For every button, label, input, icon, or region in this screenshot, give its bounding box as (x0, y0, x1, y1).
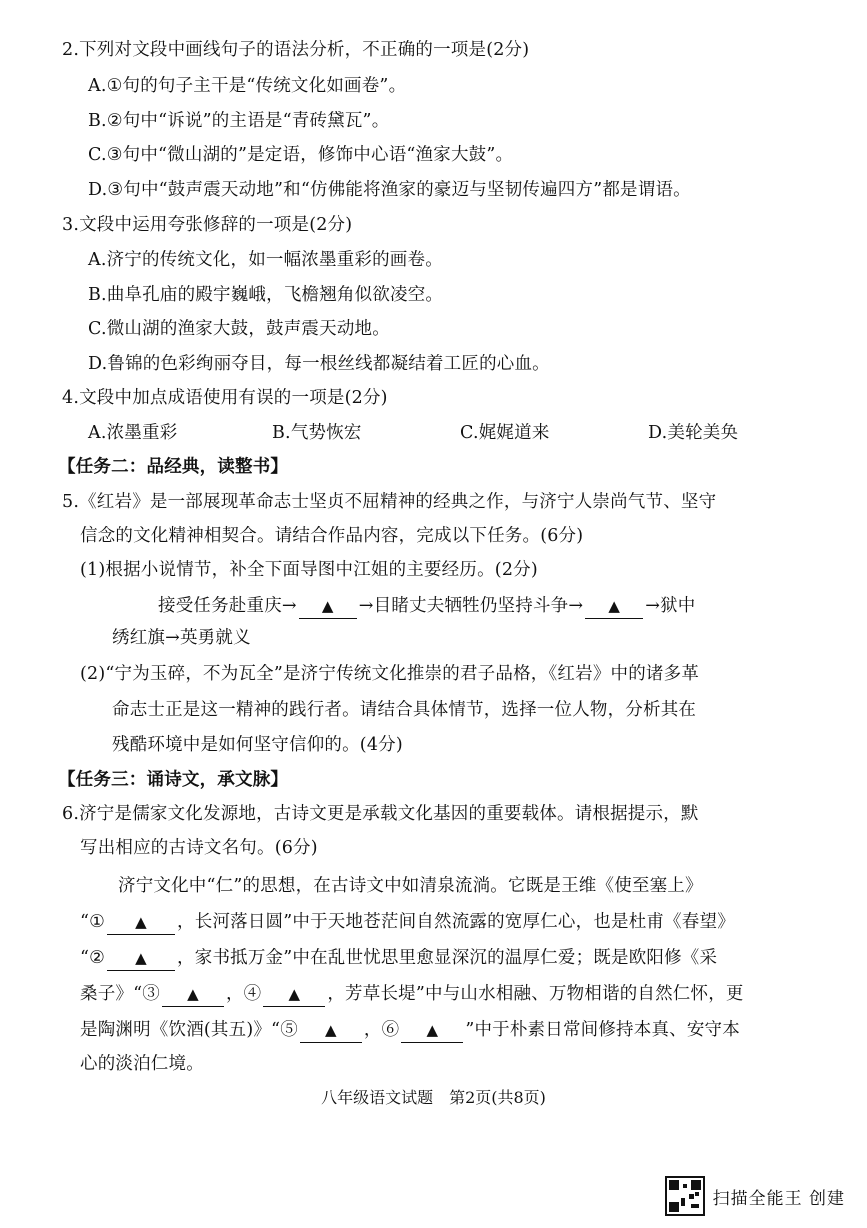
q2-stem: 2.下列对文段中画线句子的语法分析，不正确的一项是(2分) (62, 40, 530, 60)
qr-code-icon (665, 1176, 705, 1216)
watermark-text: 扫描全能王 创建 (712, 1188, 845, 1209)
poem-blank-4[interactable] (263, 982, 325, 1007)
blank-label-3: 桑子》“③ (80, 984, 160, 1004)
q6-line1: 6.济宁是儒家文化发源地，古诗文更是承载文化基因的重要载体。请根据提示，默 (62, 804, 699, 824)
q2-option-b: B.②句中“诉说”的主语是“青砖黛瓦”。 (88, 111, 390, 131)
triangle-icon: ▲ (135, 913, 147, 931)
flow-line1 (158, 594, 696, 619)
flow-step5: 狱中 (660, 596, 696, 616)
q4-option-a: A.浓墨重彩 (88, 423, 178, 443)
q4-option-d: D.美轮美奂 (648, 423, 739, 443)
q6-passage-4-text: ，芳草长堤”中与山水相融、万物相谐的自然仁怀，更 (327, 984, 744, 1004)
q6-passage-2-text: ，长河落日圆”中于天地苍茫间自然流露的宽厚仁心，也是杜甫《春望》 (177, 912, 735, 932)
q6-passage-4 (80, 982, 744, 1007)
flow-arrow: → (568, 596, 584, 616)
q3-option-c: C.微山湖的渔家大鼓，鼓声震天动地。 (88, 319, 390, 339)
task3-title: 【任务三：诵诗文，承文脉】 (58, 770, 289, 790)
flow-step5b: 绣红旗 (112, 628, 166, 648)
page-footer: 八年级语文试题 第2页(共8页) (321, 1088, 546, 1107)
q6-line2: 写出相应的古诗文名句。(6分) (80, 838, 318, 858)
triangle-icon: ▲ (426, 1021, 439, 1039)
flow-step6: 英勇就义 (179, 628, 251, 648)
blank-label-2: “② (80, 948, 106, 968)
q5-sub2-line1: (2)“宁为玉碎，不为瓦全”是济宁传统文化推崇的君子品格，《红岩》中的诸多革 (80, 664, 700, 684)
flow-blank-2[interactable] (585, 594, 643, 619)
q2-option-d: D.③句中“鼓声震天动地”和“仿佛能将渔家的豪迈与坚韧传遍四方”都是谓语。 (88, 180, 691, 200)
triangle-icon: ▲ (325, 1021, 337, 1039)
task2-title: 【任务二：品经典，读整书】 (58, 457, 289, 477)
q2-option-c: C.③句中“微山湖的”是定语，修饰中心语“渔家大鼓”。 (88, 145, 514, 165)
q6-passage-5 (80, 1018, 740, 1043)
triangle-icon: ▲ (608, 597, 621, 615)
q6-passage-2 (80, 910, 735, 935)
scanner-watermark (665, 1176, 845, 1216)
triangle-icon: ▲ (321, 597, 334, 615)
q3-option-a: A.济宁的传统文化，如一幅浓墨重彩的画卷。 (88, 250, 443, 270)
flow-step1: 接受任务赴重庆 (158, 596, 282, 616)
q4-option-c: C.娓娓道来 (460, 423, 550, 443)
flow-arrow: → (358, 596, 374, 616)
flow-blank-1[interactable] (299, 594, 357, 619)
poem-blank-5[interactable] (300, 1018, 362, 1043)
poem-blank-6[interactable] (401, 1018, 463, 1043)
flow-arrow: → (165, 628, 180, 648)
flow-arrow: → (645, 596, 661, 616)
q6-passage-5-text: ”中于朴素日常间修持本真、安守本 (465, 1020, 740, 1040)
blank-label-4: ，④ (225, 984, 262, 1004)
blank-label-5: 是陶渊明《饮酒(其五)》“⑤ (80, 1020, 298, 1040)
q6-passage-1: 济宁文化中“仁”的思想，在古诗文中如清泉流淌。它既是王维《使至塞上》 (118, 876, 703, 896)
q6-passage-3 (80, 946, 717, 971)
q5-sub1: (1)根据小说情节，补全下面导图中江姐的主要经历。(2分) (80, 560, 538, 580)
poem-blank-1[interactable] (107, 910, 175, 935)
q4-stem: 4.文段中加点成语使用有误的一项是(2分) (62, 388, 388, 408)
blank-label-1: “① (80, 912, 106, 932)
flow-line2 (112, 626, 251, 650)
q2-option-a: A.①句的句子主干是“传统文化如画卷”。 (88, 76, 407, 96)
triangle-icon: ▲ (135, 949, 147, 967)
q5-line2: 信念的文化精神相契合。请结合作品内容，完成以下任务。(6分) (80, 526, 584, 546)
q4-option-b: B.气势恢宏 (272, 423, 362, 443)
q6-passage-6: 心的淡泊仁境。 (80, 1054, 204, 1074)
q6-passage-3-text: ，家书抵万金”中在乱世忧思里愈显深沉的温厚仁爱；既是欧阳修《采 (177, 948, 718, 968)
triangle-icon: ▲ (187, 985, 199, 1003)
q5-sub2-line3: 残酷环境中是如何坚守信仰的。(4分) (112, 735, 403, 755)
flow-step3: 目睹丈夫牺牲仍坚持斗争 (373, 596, 569, 616)
triangle-icon: ▲ (288, 985, 301, 1003)
q5-sub2-line2: 命志士正是这一精神的践行者。请结合具体情节，选择一位人物，分析其在 (112, 700, 697, 720)
blank-label-6: ，⑥ (363, 1020, 400, 1040)
q5-line1: 5.《红岩》是一部展现革命志士坚贞不屈精神的经典之作，与济宁人崇尚气节、坚守 (62, 492, 717, 512)
poem-blank-2[interactable] (107, 946, 175, 971)
q3-option-d: D.鲁锦的色彩绚丽夺目，每一根丝线都凝结着工匠的心血。 (88, 354, 550, 374)
q3-stem: 3.文段中运用夸张修辞的一项是(2分) (62, 215, 353, 235)
poem-blank-3[interactable] (162, 982, 224, 1007)
q3-option-b: B.曲阜孔庙的殿宇巍峨，飞檐翘角似欲凌空。 (88, 285, 444, 305)
flow-arrow: → (281, 596, 297, 616)
